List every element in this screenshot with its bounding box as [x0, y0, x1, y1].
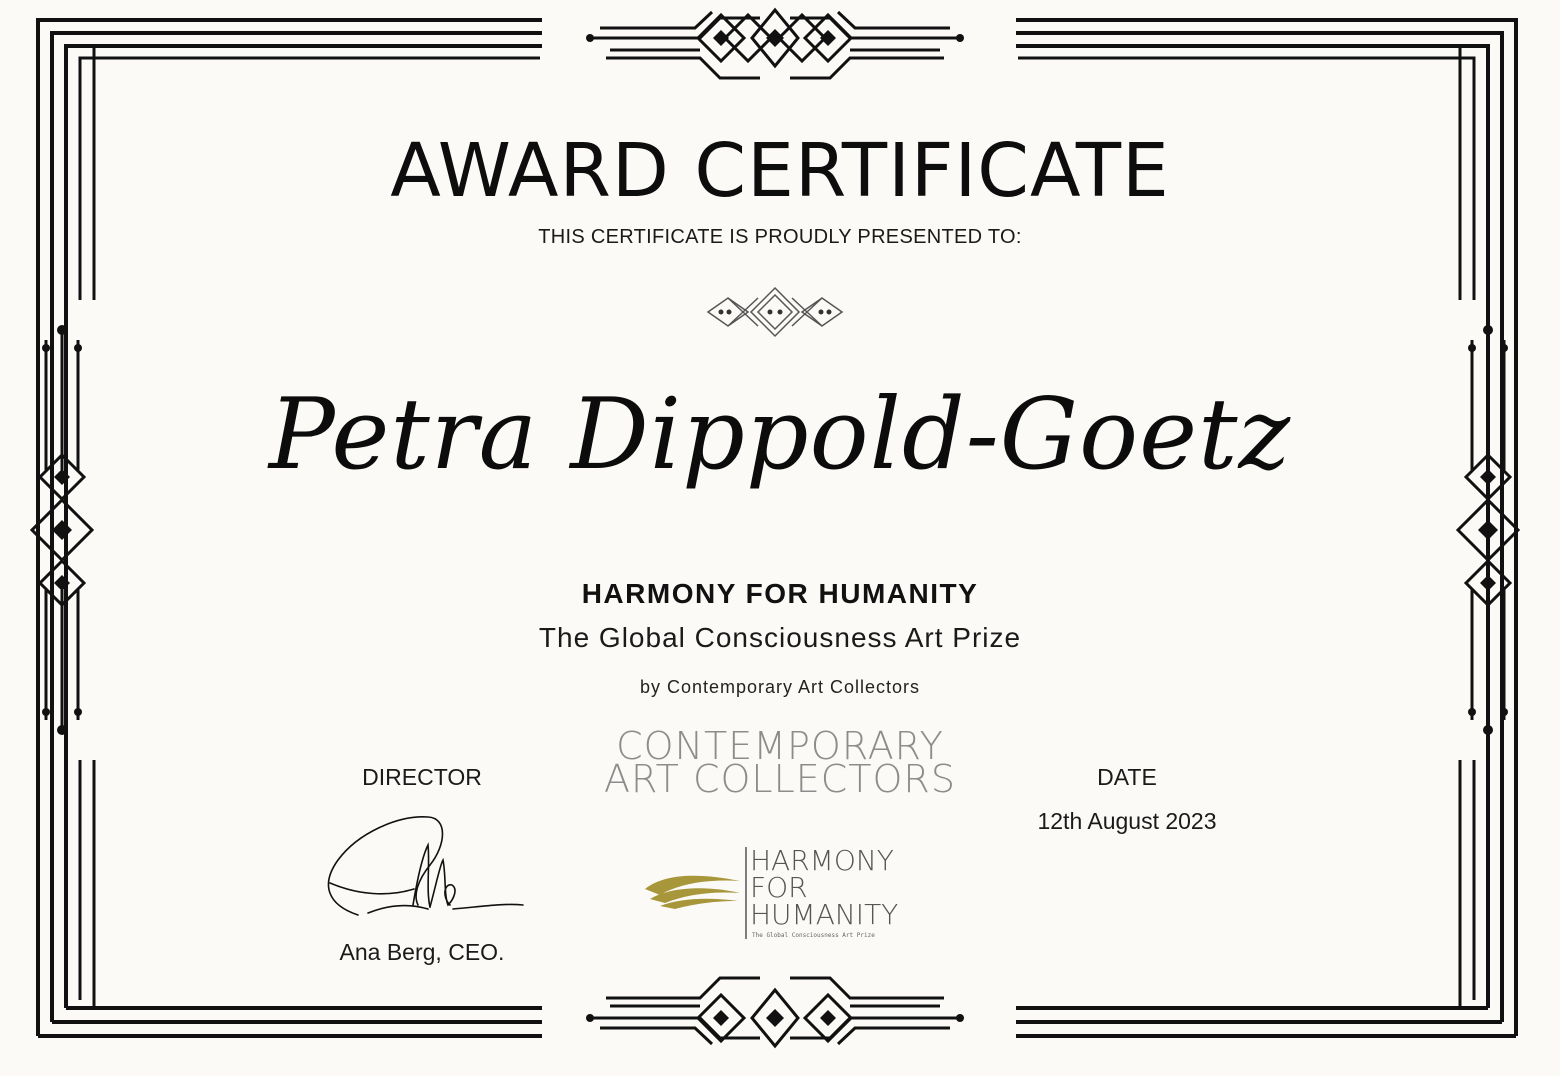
director-signature	[318, 805, 538, 930]
award-presenter: by Contemporary Art Collectors	[639, 677, 921, 697]
date-value: 12th August 2023	[1037, 808, 1217, 834]
cac-logo-line2: ART COLLECTORS	[604, 757, 956, 801]
director-name: Ana Berg, CEO.	[339, 939, 505, 965]
divider-ornament-icon	[700, 286, 850, 338]
hfh-logo-line1: HARMONY	[750, 844, 894, 877]
certificate-title: AWARD CERTIFICATE	[390, 128, 1170, 214]
harmony-for-humanity-logo	[640, 843, 920, 943]
award-title: HARMONY FOR HUMANITY	[581, 578, 979, 609]
award-subtitle: The Global Consciousness Art Prize	[538, 622, 1022, 653]
director-label: DIRECTOR	[362, 764, 482, 790]
date-label: DATE	[1097, 764, 1157, 790]
hfh-logo-line2: FOR	[750, 871, 808, 904]
cac-logo-line1: CONTEMPORARY	[616, 724, 944, 768]
hfh-logo-line3: HUMANITY	[750, 898, 899, 931]
contemporary-art-collectors-logo	[570, 724, 990, 801]
recipient-name: Petra Dippold-Goetz	[268, 378, 1292, 492]
hfh-logo-tagline: The Global Consciousness Art Prize	[752, 932, 875, 939]
certificate-subtitle: THIS CERTIFICATE IS PROUDLY PRESENTED TO:	[538, 226, 1022, 248]
